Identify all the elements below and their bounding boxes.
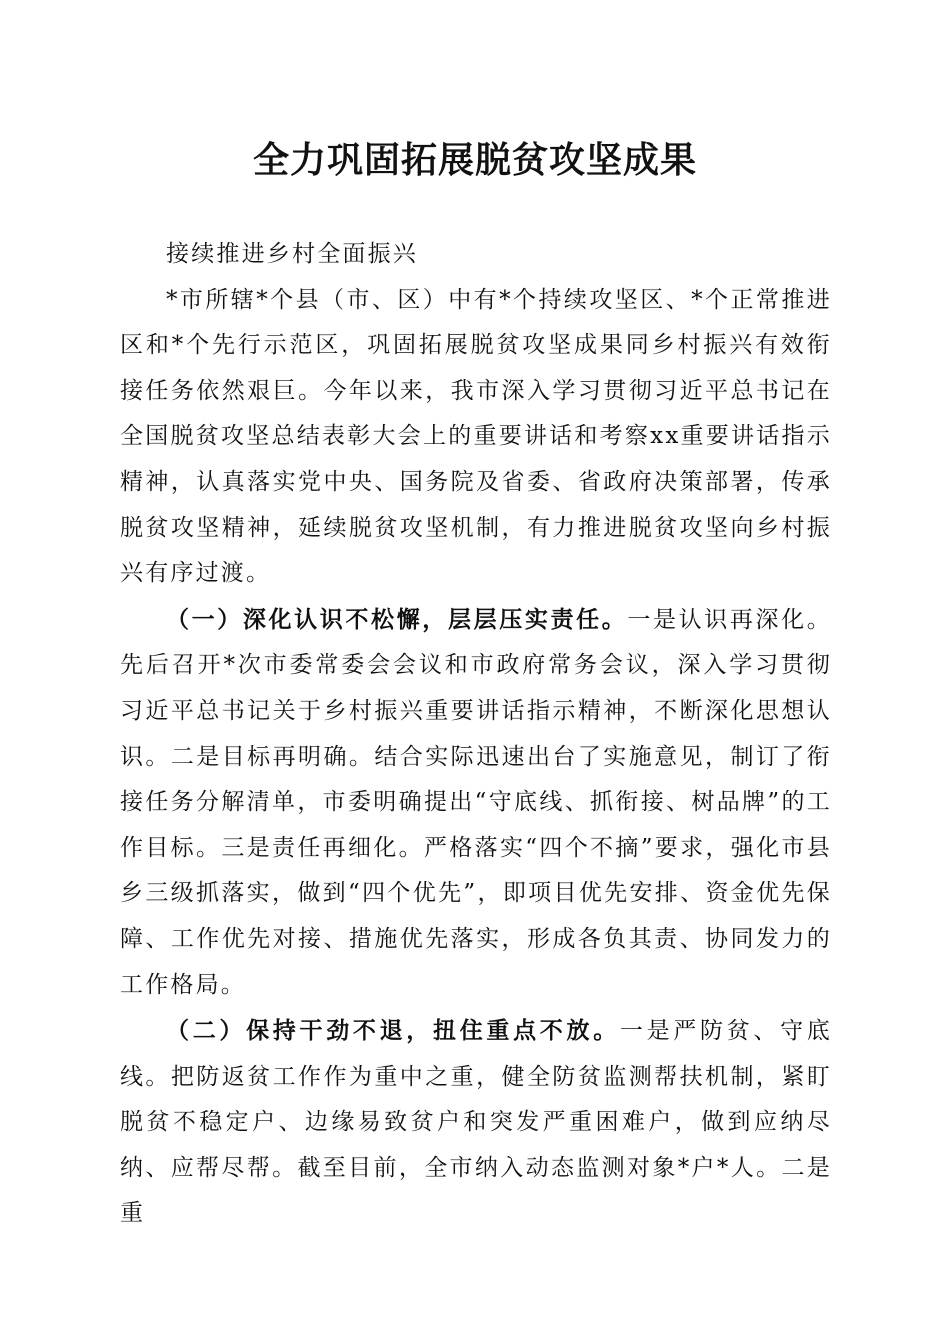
section-1-text: 一是认识再深化。先后召开*次市委常委会会议和市政府常务会议，深入学习贯彻习近平总书记关于乡村振兴重要讲话指示精神，不断深化思想认识。二是目标再明确。结合实际迅速出台了实施意见，制订了衔接任务分解清单，市委明确提出“守底线、抓衔接、树品牌”的工作目标。三是责任再细化。严格落实“四个不摘”要求，强化市县乡三级抓落实，做到“四个优先”，即项目优先安排、资金优先保障、工作优先对接、措施优先落实，形成各负其责、协同发力的工作格局。 [120,606,832,998]
paragraph-section-1 [120,597,832,1008]
paragraph-intro [120,278,832,597]
paragraph-intro-text: *市所辖*个县（市、区）中有*个持续攻坚区、*个正常推进区和*个先行示范区，巩固拓展脱贫攻坚成果同乡村振兴有效衔接任务依然艰巨。今年以来，我市深入学习贯彻习近平总书记在全国脱贫攻坚总结表彰大会上的重要讲话和考察xx重要讲话指示精神，认真落实党中央、国务院及省委、省政府决策部署，传承脱贫攻坚精神，延续脱贫攻坚机制，有力推进脱贫攻坚向乡村振兴有序过渡。 [120,286,832,587]
section-2-heading: （二）保持干劲不退，扭住重点不放。 [166,1017,620,1045]
document-title: 全力巩固拓展脱贫攻坚成果 [252,139,697,181]
section-2-text: 一是严防贫、守底线。把防返贫工作作为重中之重，健全防贫监测帮扶机制，紧盯脱贫不稳定户、边缘易致贫户和突发严重困难户，做到应纳尽纳、应帮尽帮。截至目前，全市纳入动态监测对象*户*人。二是重 [120,1018,832,1227]
section-1-heading: （一）深化认识不松懈，层层压实责任。 [166,605,628,633]
document-body [120,232,832,1237]
document-subtitle: 接续推进乡村全面振兴 [166,241,418,267]
paragraph-section-2 [120,1008,832,1237]
